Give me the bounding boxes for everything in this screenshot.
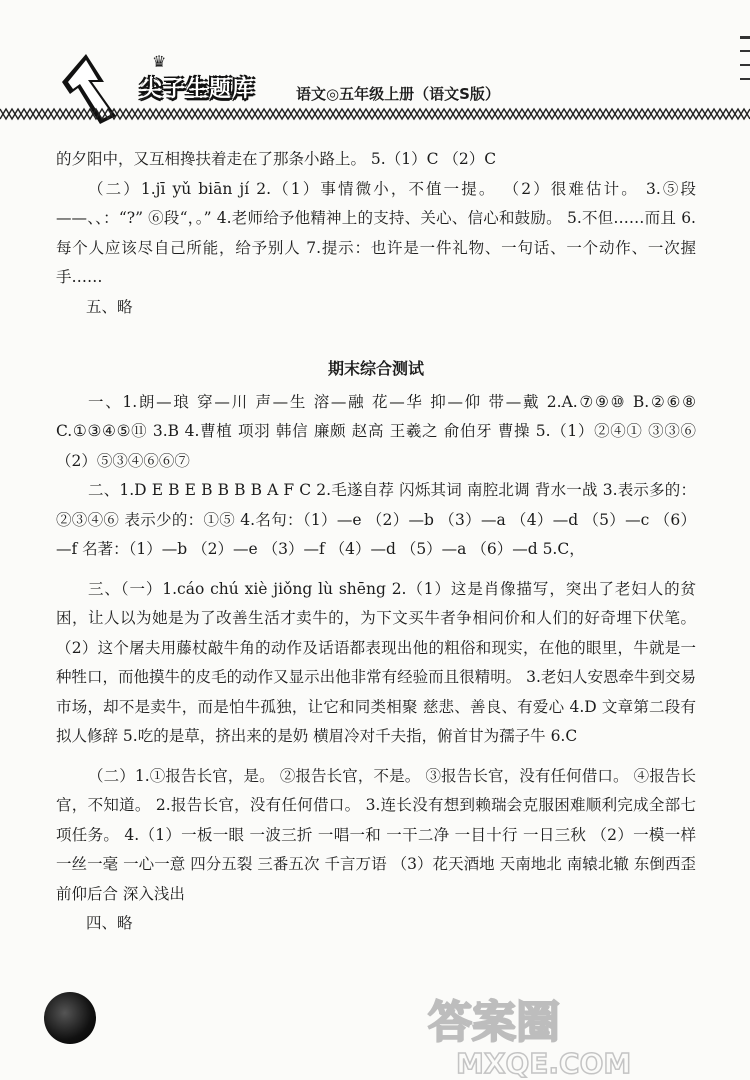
answer-paragraph: 三、（一）1.cáo chú xiè jiǒng lù shēng 2.（1）这是肖像描写，突出了老妇人的贫困，让人以为她是为了改善生活才卖牛的，为下文买牛者争相问价和人们的好奇埋下伏笔。 （2）这个屠夫用藤杖敲牛角的动作及话语都表现出他的粗俗和现实，在他的眼里，牛就是一种牲口，而他摸牛的皮毛的动作又显示出他非常有经验而且很精明。 3.老妇人安恩牵牛到交易市场，却不是卖牛，而是怕牛孤独，让它和同类相聚 慈悲、善良、有爱心 4.D 文章第二段有拟人修辞 5.吃的是草，挤出来的是奶 横眉冷对千夫指，俯首甘为孺子牛 6.C xyxy=(56,579,696,745)
answer-paragraph: 五、略 xyxy=(86,297,133,316)
watermark-logo xyxy=(420,985,750,1080)
watermark-text: 答案圈 xyxy=(428,997,560,1048)
page-header xyxy=(0,0,750,140)
watermark-url: MXQE.COM xyxy=(456,1047,632,1080)
answer-paragraph: 四、略 xyxy=(86,914,133,932)
edge-marks xyxy=(736,30,750,110)
zigzag-border xyxy=(0,104,750,124)
crown-icon: ♛ xyxy=(152,52,167,71)
answer-paragraph: （二）1.jī yǔ biān jí 2.（1）事情微小，不值一提。 （2）很难估计。 3.⑤段——、、：“?” ⑥段“，。” 4.老师给予他精神上的支持、关心、信心和鼓励。 5.不但……而且 6.每个人应该尽自己所能，给予别人 7.提示：也许是一件礼物、一句话、一个动作、一次握手…… xyxy=(56,179,696,286)
answer-content xyxy=(56,145,696,939)
answer-paragraph: （二）1.①报告长官，是。 ②报告长官，不是。 ③报告长官，没有任何借口。 ④报告长官，不知道。 2.报告长官，没有任何借口。 3.连长没有想到赖瑞会克服困难顺利完成全部七项任务。 4.（1）一板一眼 一波三折 一唱一和 一干二净 一目十行 一日三秋 （2）一模一样 一丝一毫 一心一意 四分五裂 三番五次 千言万语 （3）花天酒地 天南地北 南辕北辙 东倒西歪 前仰后合 深入浅出 xyxy=(56,766,696,903)
brand-logo: 尖子生题库 xyxy=(140,77,256,102)
section-heading: 期末综合测试 xyxy=(327,359,424,378)
answer-paragraph: 二、1.D E B E B B B B A F C 2.毛遂自荐 闪烁其词 南腔北调 背水一战 3.表示多的：②③④⑥ 表示少的：①⑤ 4.名句：（1）—e （2）—b （3）—a （4）—d （5）—c （6）—f 名著：（1）—b （2）—e （3）—f （4）—d （5）—a （6）—d 5.C， xyxy=(56,481,696,558)
page-number-badge xyxy=(44,992,96,1044)
answer-paragraph: 的夕阳中，又互相搀扶着走在了那条小路上。 5.（1）C （2）C xyxy=(56,150,497,168)
book-subtitle: 语文◎五年级上册（语文S版） xyxy=(296,85,500,103)
answer-paragraph: 一、1.朗—琅 穿—川 声—生 溶—融 花—华 抑—仰 带—戴 2.A.⑦⑨⑩ B.②⑥⑧ C.①③④⑤⑪ 3.B 4.曹植 项羽 韩信 廉颇 赵高 王羲之 俞伯牙 曹操 5.（1）②④① ③③⑥ （2）⑤③④⑥⑥⑦ xyxy=(56,392,696,470)
